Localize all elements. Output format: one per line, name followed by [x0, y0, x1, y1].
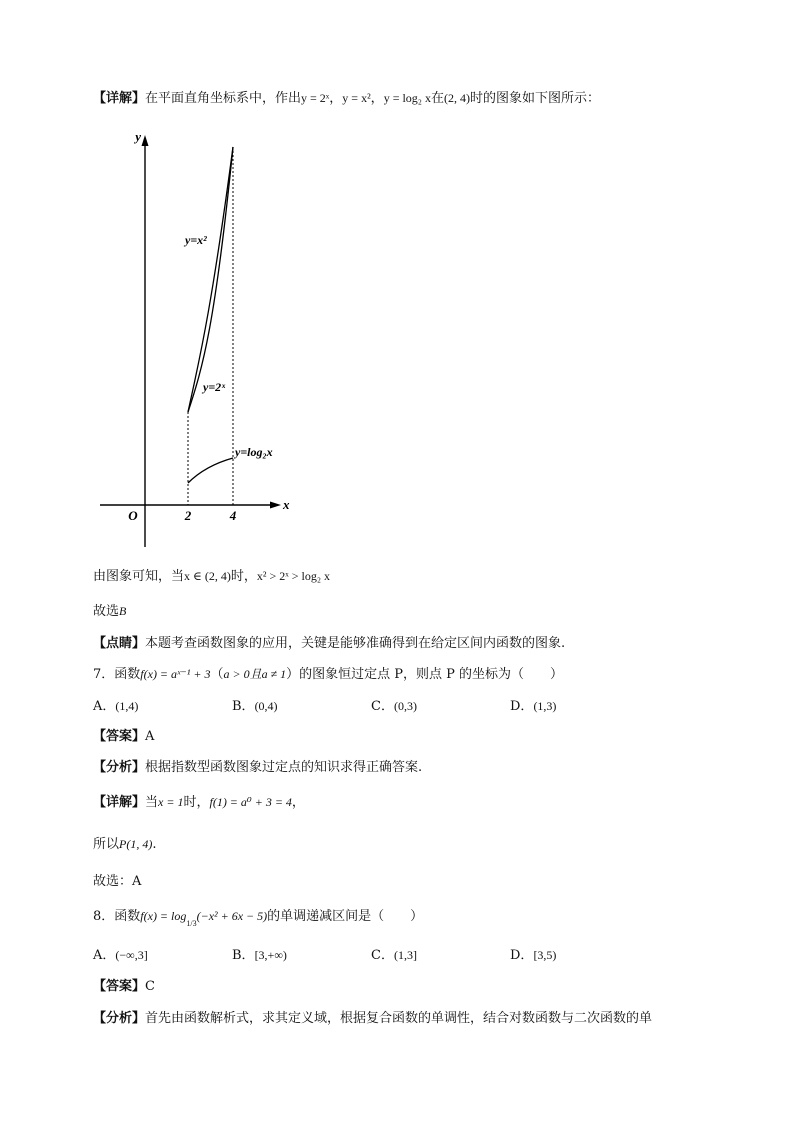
detail-tag: 【详解】 — [93, 91, 146, 106]
detail-equation: f(1) = a⁰ + 3 = 4 — [209, 795, 292, 809]
answer-tag: 【答案】 — [93, 979, 146, 994]
answer-tag: 【答案】 — [93, 729, 146, 744]
detail-suffix: 时的图象如下图所示： — [470, 91, 601, 106]
detail-mid: 在 — [430, 91, 444, 106]
so-text: . — [152, 837, 157, 852]
q8-analysis-line — [93, 1009, 652, 1029]
option-key: C． — [371, 948, 394, 963]
option-key: B． — [232, 948, 255, 963]
q7-option-b — [232, 696, 278, 717]
option-value: (0,3) — [393, 699, 417, 713]
conclusion-mid: 时， — [230, 569, 257, 584]
answer-value: C — [145, 979, 155, 994]
choose-text: 故选：A — [93, 874, 142, 889]
q8-option-c — [371, 945, 417, 966]
tick-label-2: 2 — [184, 508, 192, 523]
option-value: [3,+∞) — [254, 948, 287, 962]
choose-line-1 — [93, 601, 126, 622]
q8-log-base: 1/3 — [186, 919, 197, 928]
function-graph — [95, 125, 305, 555]
conclusion-condition: x ∈ (2, 4) — [184, 569, 231, 583]
q8-log-argument: (−x² + 6x − 5) — [196, 909, 268, 923]
option-value: (1,3) — [533, 699, 557, 713]
curve-log2-x — [188, 458, 233, 483]
option-value: [3,5) — [533, 948, 557, 962]
q7-analysis-line — [93, 758, 422, 778]
curve-x-squared — [188, 147, 233, 412]
q7-option-a — [93, 696, 138, 717]
option-key: B． — [232, 699, 255, 714]
q8-stem-a: 8．函数 — [93, 909, 141, 924]
so-point: P(1, 4) — [119, 837, 153, 851]
option-value: (1,4) — [115, 699, 139, 713]
q8-stem-b: 的单调递减区间是（ ） — [267, 909, 424, 924]
q7-stem-b: （ — [210, 667, 224, 682]
y-axis-label: y — [135, 129, 141, 144]
q7-detail-line — [93, 792, 305, 813]
x-axis-arrow — [270, 502, 281, 509]
q8-option-a — [93, 945, 148, 966]
q7-formula: f(x) = aˣ⁻¹ + 3 — [140, 667, 211, 681]
answer-value: A — [145, 729, 155, 744]
q7-option-c — [371, 696, 417, 717]
comment-text: 本题考查函数图象的应用，关键是能够准确得到在给定区间内函数的图象. — [145, 636, 566, 651]
q8-option-d — [510, 945, 556, 966]
q8-option-b — [232, 945, 287, 966]
q7-choose-line — [93, 872, 141, 892]
detail-text: ， — [291, 795, 305, 810]
detail-text: 当 — [145, 795, 159, 810]
x-axis-label: x — [283, 497, 290, 512]
detail-text: 时， — [183, 795, 210, 810]
interval: (2, 4) — [444, 91, 470, 105]
detail-prefix: 在平面直角坐标系中，作出 — [145, 91, 302, 106]
q7-stem-a: 7．函数 — [93, 667, 141, 682]
q7-stem-c: ）的图象恒过定点 P，则点 P 的坐标为（ ） — [286, 667, 564, 682]
separator: ， — [370, 91, 384, 106]
option-value: (1,3] — [393, 948, 417, 962]
curve-2-pow-x — [188, 147, 233, 412]
option-key: C． — [371, 699, 394, 714]
q8-stem — [93, 906, 423, 934]
conclusion-line — [93, 566, 330, 587]
formula-x-squared: y = x² — [342, 91, 371, 105]
formula-2-pow-x: y = 2ˣ — [301, 91, 330, 105]
option-value: (−∞,3] — [115, 948, 148, 962]
q7-option-d — [510, 696, 556, 717]
detail-line-1 — [93, 88, 600, 109]
q7-stem — [93, 664, 563, 685]
curve-label-2-pow-x: y=2ˣ — [203, 380, 226, 394]
q8-formula: f(x) = log — [140, 909, 187, 923]
analysis-text: 根据指数型函数图象过定点的知识求得正确答案. — [145, 760, 423, 775]
option-key: A． — [93, 699, 116, 714]
tick-label-4: 4 — [229, 508, 237, 523]
choose-answer: B — [119, 604, 127, 618]
detail-tag: 【详解】 — [93, 795, 146, 810]
y-axis-arrow — [142, 135, 149, 146]
conclusion-prefix: 由图象可知，当 — [93, 569, 185, 584]
option-key: D． — [510, 699, 534, 714]
detail-condition: x = 1 — [158, 795, 184, 809]
analysis-tag: 【分析】 — [93, 1011, 146, 1026]
curve-label-x-squared: y=x² — [185, 233, 207, 247]
comment-line — [93, 634, 565, 654]
q7-answer-line — [93, 727, 154, 747]
q8-answer-line — [93, 977, 155, 997]
so-text: 所以 — [93, 837, 120, 852]
comment-tag: 【点睛】 — [93, 636, 146, 651]
curve-label-log2-x: y=log₂x — [235, 445, 273, 459]
analysis-text: 首先由函数解析式，求其定义域，根据复合函数的单调性，结合对数函数与二次函数的单 — [145, 1011, 653, 1026]
choose-text: 故选 — [93, 604, 120, 619]
option-key: D． — [510, 948, 534, 963]
option-value: (0,4) — [254, 699, 278, 713]
conclusion-inequality: x² > 2ˣ > log₂ x — [256, 569, 331, 583]
option-key: A． — [93, 948, 116, 963]
analysis-tag: 【分析】 — [93, 760, 146, 775]
origin-label: O — [128, 508, 138, 523]
q7-so-line — [93, 834, 156, 855]
q7-condition: a > 0且a ≠ 1 — [223, 667, 287, 681]
formula-log: y = log₂ x — [383, 91, 431, 105]
separator: ， — [329, 91, 343, 106]
